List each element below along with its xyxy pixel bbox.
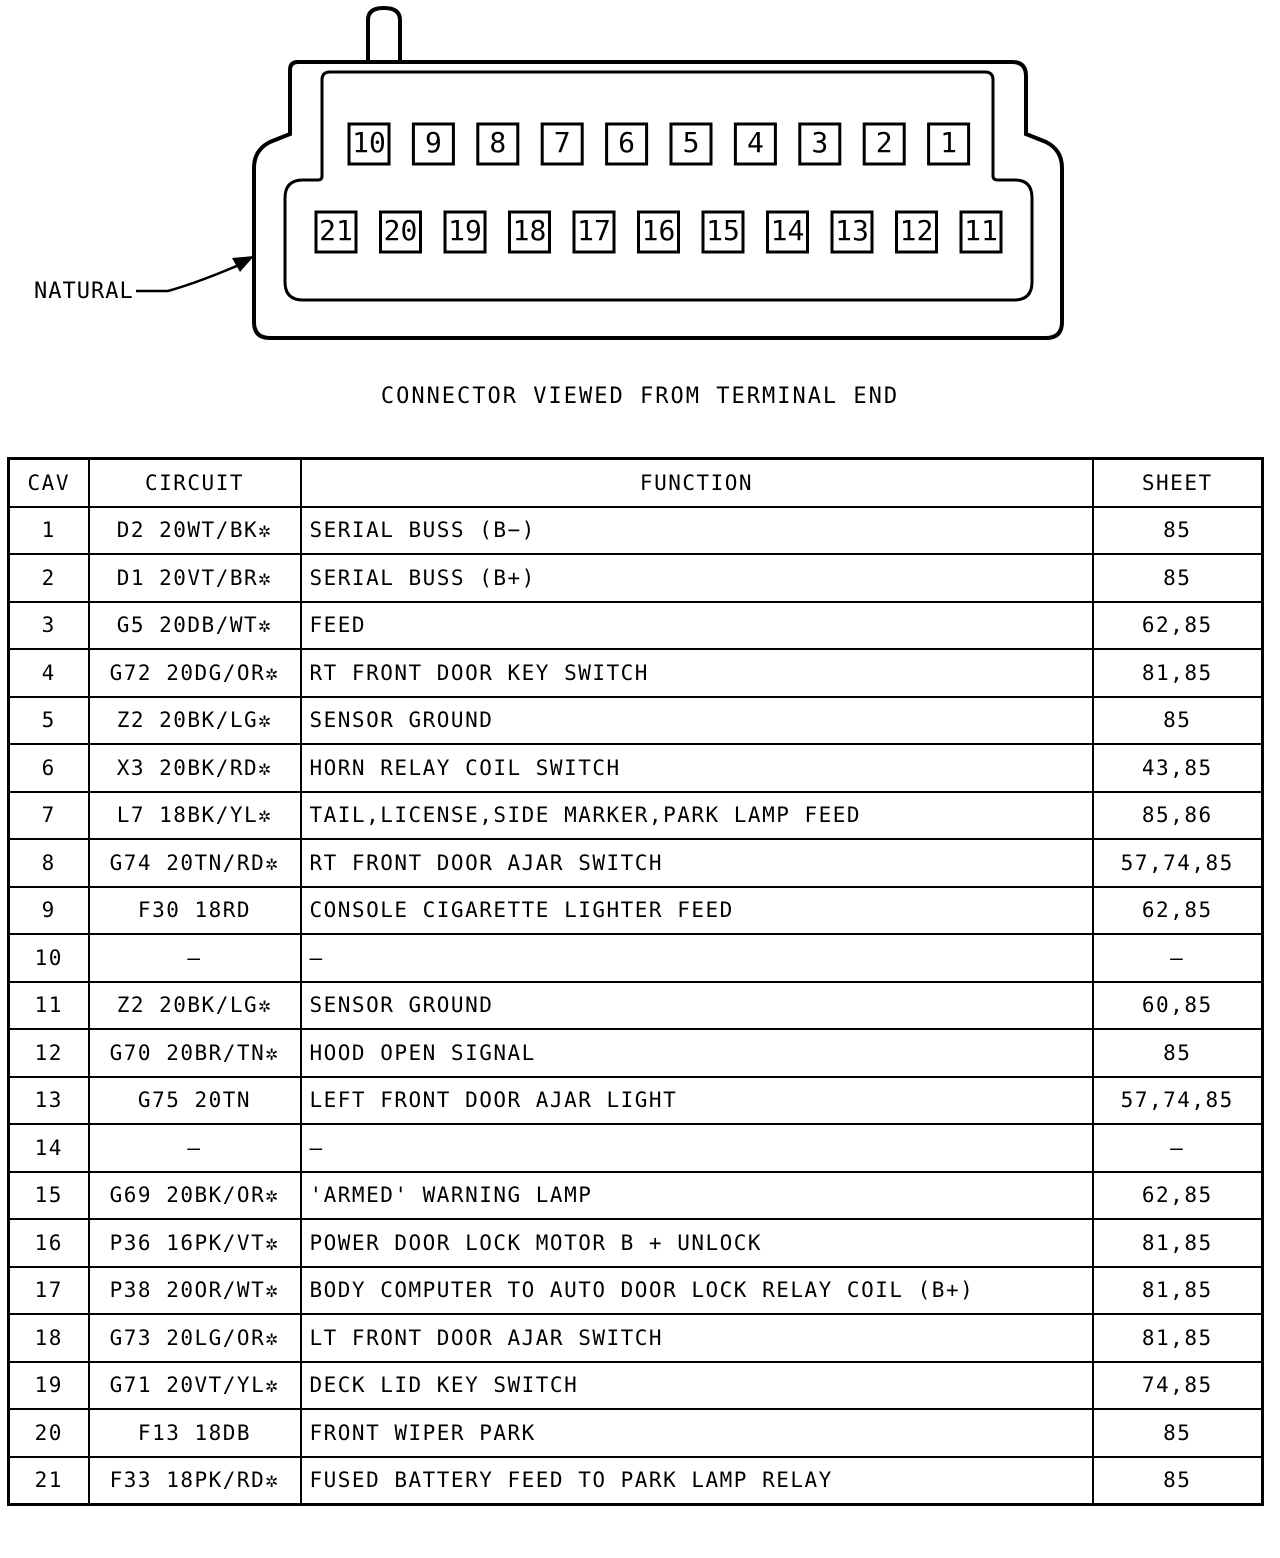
cell-cav: 16 (9, 1219, 89, 1267)
cell-function: FRONT WIPER PARK (301, 1409, 1093, 1457)
cell-circuit: F13 18DB (89, 1409, 301, 1457)
cell-sheet: 81,85 (1093, 1314, 1263, 1362)
cell-circuit: G69 20BK/OR✲ (89, 1172, 301, 1220)
cavity-number: 7 (553, 126, 571, 159)
cavity-number: 16 (641, 214, 676, 247)
cavity-number: 4 (746, 126, 764, 159)
table-row (9, 1077, 1263, 1125)
cell-function: SERIAL BUSS (B−) (301, 507, 1093, 555)
cell-cav: 7 (9, 792, 89, 840)
cell-sheet: 85 (1093, 697, 1263, 745)
cell-cav: 14 (9, 1124, 89, 1172)
table-header-row (9, 459, 1263, 507)
cell-cav: 4 (9, 649, 89, 697)
table-row (9, 554, 1263, 602)
cell-function: FEED (301, 602, 1093, 650)
cell-sheet: 81,85 (1093, 1267, 1263, 1315)
cell-cav: 5 (9, 697, 89, 745)
connector-latch (368, 8, 400, 62)
cell-function: DECK LID KEY SWITCH (301, 1362, 1093, 1410)
table-row (9, 1267, 1263, 1315)
cavity-number: 8 (489, 126, 507, 159)
cell-circuit: P38 20OR/WT✲ (89, 1267, 301, 1315)
table-row (9, 744, 1263, 792)
cavity-number: 1 (940, 126, 958, 159)
cell-sheet: 74,85 (1093, 1362, 1263, 1410)
table-row (9, 1029, 1263, 1077)
cell-sheet: 85 (1093, 1029, 1263, 1077)
cell-sheet: — (1093, 934, 1263, 982)
table-row (9, 934, 1263, 982)
connector-caption: CONNECTOR VIEWED FROM TERMINAL END (380, 384, 900, 409)
natural-arrow-head (232, 256, 254, 272)
cell-circuit: G5 20DB/WT✲ (89, 602, 301, 650)
cell-function: RT FRONT DOOR AJAR SWITCH (301, 839, 1093, 887)
cell-sheet: 85 (1093, 1457, 1263, 1505)
cell-function: POWER DOOR LOCK MOTOR B + UNLOCK (301, 1219, 1093, 1267)
cell-circuit: L7 18BK/YL✲ (89, 792, 301, 840)
cell-function: HOOD OPEN SIGNAL (301, 1029, 1093, 1077)
table-row (9, 507, 1263, 555)
cavity-number: 21 (319, 214, 353, 247)
cell-function: SENSOR GROUND (301, 982, 1093, 1030)
cell-function: LEFT FRONT DOOR AJAR LIGHT (301, 1077, 1093, 1125)
table-row (9, 839, 1263, 887)
table-row (9, 1457, 1263, 1505)
cell-sheet: 81,85 (1093, 1219, 1263, 1267)
cell-function: RT FRONT DOOR KEY SWITCH (301, 649, 1093, 697)
cell-circuit: G75 20TN (89, 1077, 301, 1125)
cell-sheet: 85 (1093, 554, 1263, 602)
pinout-table (7, 457, 1264, 1506)
cell-circuit: — (89, 934, 301, 982)
cell-circuit: P36 16PK/VT✲ (89, 1219, 301, 1267)
cell-sheet: 85 (1093, 1409, 1263, 1457)
cavity-number: 12 (899, 214, 934, 247)
table-row (9, 1409, 1263, 1457)
cell-cav: 11 (9, 982, 89, 1030)
cavity-number: 6 (618, 126, 636, 159)
cell-function: SERIAL BUSS (B+) (301, 554, 1093, 602)
cell-cav: 2 (9, 554, 89, 602)
cell-circuit: G71 20VT/YL✲ (89, 1362, 301, 1410)
cavity-number: 17 (577, 214, 611, 247)
cell-circuit: D2 20WT/BK✲ (89, 507, 301, 555)
connector-diagram (0, 0, 1280, 370)
header-function: FUNCTION (301, 459, 1093, 507)
cell-cav: 3 (9, 602, 89, 650)
header-cav: CAV (9, 459, 89, 507)
cell-cav: 1 (9, 507, 89, 555)
cavity-number: 18 (512, 214, 547, 247)
cavity-number: 11 (964, 214, 998, 247)
housing-color-label: NATURAL (34, 279, 134, 304)
cavity-number: 3 (811, 126, 829, 159)
cell-circuit: G73 20LG/OR✲ (89, 1314, 301, 1362)
cell-cav: 12 (9, 1029, 89, 1077)
header-sheet: SHEET (1093, 459, 1263, 507)
cavity-number: 19 (448, 214, 482, 247)
table-row (9, 1219, 1263, 1267)
cell-circuit: G72 20DG/OR✲ (89, 649, 301, 697)
table-row (9, 697, 1263, 745)
connector-inner-outline (285, 72, 1032, 300)
natural-leader-line (136, 262, 246, 291)
cell-circuit: X3 20BK/RD✲ (89, 744, 301, 792)
cell-function: BODY COMPUTER TO AUTO DOOR LOCK RELAY COIL (B+) (301, 1267, 1093, 1315)
cell-sheet: 85 (1093, 507, 1263, 555)
table-row (9, 1172, 1263, 1220)
header-circuit: CIRCUIT (89, 459, 301, 507)
table-row (9, 1314, 1263, 1362)
cavity-number: 2 (875, 126, 893, 159)
cell-circuit: G74 20TN/RD✲ (89, 839, 301, 887)
cell-cav: 9 (9, 887, 89, 935)
cell-sheet: 60,85 (1093, 982, 1263, 1030)
cell-sheet: 43,85 (1093, 744, 1263, 792)
cell-cav: 13 (9, 1077, 89, 1125)
cell-circuit: Z2 20BK/LG✲ (89, 697, 301, 745)
cell-cav: 19 (9, 1362, 89, 1410)
cell-function: SENSOR GROUND (301, 697, 1093, 745)
cell-cav: 21 (9, 1457, 89, 1505)
cell-function: 'ARMED' WARNING LAMP (301, 1172, 1093, 1220)
cavity-number: 14 (770, 214, 805, 247)
table-row (9, 792, 1263, 840)
cell-function: HORN RELAY COIL SWITCH (301, 744, 1093, 792)
cell-sheet: 85,86 (1093, 792, 1263, 840)
table-row (9, 1362, 1263, 1410)
cell-function: — (301, 934, 1093, 982)
table-row (9, 649, 1263, 697)
cell-cav: 15 (9, 1172, 89, 1220)
cell-circuit: Z2 20BK/LG✲ (89, 982, 301, 1030)
cell-circuit: D1 20VT/BR✲ (89, 554, 301, 602)
cell-cav: 18 (9, 1314, 89, 1362)
table-row (9, 1124, 1263, 1172)
cell-function: — (301, 1124, 1093, 1172)
cell-sheet: 62,85 (1093, 602, 1263, 650)
cell-function: TAIL,LICENSE,SIDE MARKER,PARK LAMP FEED (301, 792, 1093, 840)
cell-cav: 6 (9, 744, 89, 792)
cell-cav: 10 (9, 934, 89, 982)
table-row (9, 982, 1263, 1030)
table-row (9, 887, 1263, 935)
cell-function: FUSED BATTERY FEED TO PARK LAMP RELAY (301, 1457, 1093, 1505)
cell-sheet: 81,85 (1093, 649, 1263, 697)
cell-sheet: — (1093, 1124, 1263, 1172)
cell-circuit: F30 18RD (89, 887, 301, 935)
cell-sheet: 62,85 (1093, 1172, 1263, 1220)
cell-circuit: F33 18PK/RD✲ (89, 1457, 301, 1505)
cell-function: LT FRONT DOOR AJAR SWITCH (301, 1314, 1093, 1362)
cavity-number: 10 (352, 126, 386, 159)
cavity-number: 15 (706, 214, 740, 247)
cell-cav: 20 (9, 1409, 89, 1457)
cell-sheet: 57,74,85 (1093, 1077, 1263, 1125)
cell-function: CONSOLE CIGARETTE LIGHTER FEED (301, 887, 1093, 935)
cell-cav: 17 (9, 1267, 89, 1315)
cell-circuit: — (89, 1124, 301, 1172)
cell-sheet: 57,74,85 (1093, 839, 1263, 887)
table-row (9, 602, 1263, 650)
cavity-number: 5 (682, 126, 700, 159)
cavity-number: 13 (835, 214, 869, 247)
cavity-number: 20 (383, 214, 418, 247)
connector-housing (254, 62, 1062, 338)
cell-circuit: G70 20BR/TN✲ (89, 1029, 301, 1077)
cell-sheet: 62,85 (1093, 887, 1263, 935)
cavity-number: 9 (424, 126, 442, 159)
cell-cav: 8 (9, 839, 89, 887)
